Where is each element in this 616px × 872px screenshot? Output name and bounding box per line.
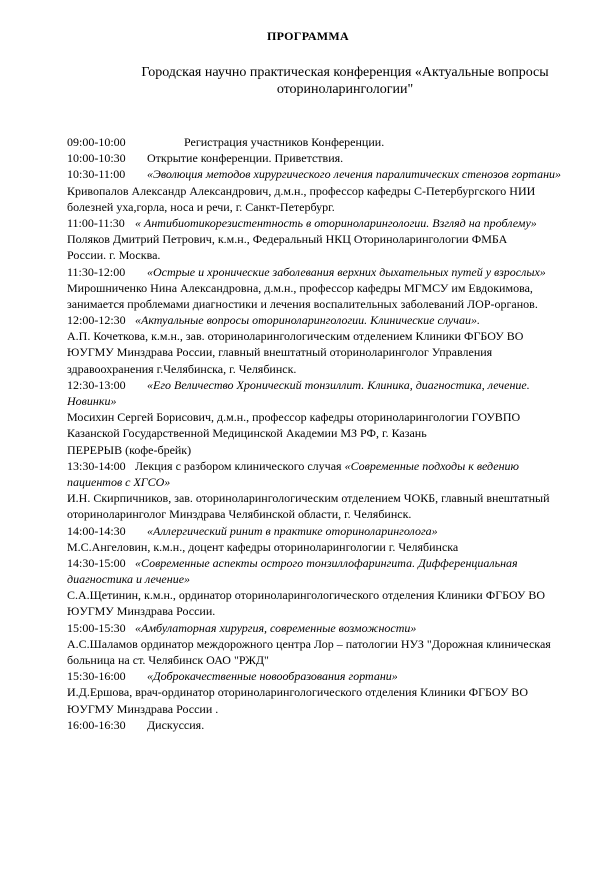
schedule-line	[67, 312, 597, 328]
session-time: 09:00-10:00	[67, 135, 126, 149]
session-text: Открытие конференции. Приветствия.	[147, 151, 344, 166]
schedule-line	[67, 717, 597, 733]
conference-title-line-2: оториноларингологии"	[276, 82, 414, 97]
program-schedule	[67, 134, 597, 733]
session-title: «Современные аспекты острого тонзиллофарингита. Дифференциальная	[135, 555, 518, 570]
session-text: Регистрация участников Конференции.	[184, 135, 385, 149]
session-time: 12:30-13:00	[67, 377, 126, 392]
session-title-continued: пациентов с ХГСО»	[67, 474, 171, 489]
session-title: «Современные подходы к ведению	[344, 458, 520, 473]
conference-title	[110, 64, 580, 98]
schedule-line	[67, 620, 597, 636]
session-text: Дискуссия.	[147, 717, 205, 732]
schedule-line	[67, 150, 597, 166]
session-time: 14:30-15:00	[67, 555, 126, 570]
session-time: 10:30-11:00	[67, 167, 126, 182]
speaker-line: Поляков Дмитрий Петрович, к.м.н., Федеральный НКЦ Оториноларингологии ФМБА	[67, 232, 508, 247]
session-time: 11:30-12:00	[67, 264, 126, 279]
speaker-line: А.С.Шаламов ординатор междорожного центра Лор – патологии НУЗ "Дорожная клиническая	[67, 636, 551, 651]
schedule-line	[67, 523, 597, 539]
speaker-line: России. г. Москва.	[67, 248, 161, 263]
schedule-line	[67, 555, 597, 571]
session-text: Лекция с разбором клинического случая	[135, 458, 342, 473]
session-title-continued: Новинки»	[67, 394, 117, 408]
session-time: 16:00-16:30	[67, 717, 126, 732]
speaker-line: ЮУГМУ Минздрава России, главный внештатный оториноларинголог Управления	[67, 345, 493, 360]
schedule-line	[67, 134, 597, 150]
session-title: «Аллергический ринит в практике оториноларинголога»	[147, 523, 438, 538]
schedule-line	[67, 377, 597, 393]
session-title: «Эволюция методов хирургического лечения паралитических стенозов гортани»	[147, 167, 562, 182]
speaker-line: Кривопалов Александр Александрович, д.м.н., профессор кафедры С-Петербургского НИИ	[67, 183, 536, 198]
speaker-line: И.Н. Скирпичников, зав. оториноларингологическим отделением ЧОКБ, главный внештатный	[67, 491, 550, 506]
speaker-line: Казанской Государственной Медицинской Академии МЗ РФ, г. Казань	[67, 426, 427, 441]
speaker-line: М.С.Ангеловин, к.м.н., доцент кафедры оториноларингологии г. Челябинска	[67, 539, 459, 554]
conference-title-line-1: Городская научно практическая конференция «Актуальные вопросы	[141, 65, 549, 80]
speaker-line: ЮУГМУ Минздрава России .	[67, 701, 219, 716]
schedule-line	[67, 458, 597, 474]
session-time: 15:00-15:30	[67, 620, 126, 635]
session-title: «Острые и хронические заболевания верхних дыхательных путей у взрослых»	[147, 264, 546, 279]
session-time: 15:30-16:00	[67, 669, 126, 684]
speaker-line: здравоохранения г.Челябинска, г. Челябинск.	[67, 361, 297, 376]
speaker-line: Мирошниченко Нина Александровна, д.м.н., профессор кафедры МГМСУ им Евдокимова,	[67, 280, 533, 295]
speaker-line: И.Д.Ершова, врач-ординатор оториноларингологического отделения Клиники ФГБОУ ВО	[67, 685, 529, 700]
speaker-line: ЮУГМУ Минздрава России.	[67, 604, 216, 619]
schedule-line	[67, 166, 597, 182]
session-title: «Доброкачественные новообразования гортани»	[147, 669, 398, 684]
schedule-line	[67, 215, 597, 231]
session-time: 14:00-14:30	[67, 523, 126, 538]
session-title: «Амбулаторная хирургия, современные возможности»	[135, 620, 417, 635]
schedule-line	[67, 264, 597, 280]
speaker-line: С.А.Щетинин, к.м.н., ординатор оториноларингологического отделения Клиники ФГБОУ ВО	[67, 588, 546, 603]
session-time: 10:00-10:30	[67, 151, 126, 166]
session-title-continued: диагностика и лечение»	[67, 572, 191, 587]
speaker-line: оториноларинголог Минздрава Челябинской области, г. Челябинск.	[67, 507, 412, 522]
session-time: 12:00-12:30	[67, 313, 126, 328]
speaker-line: больница на ст. Челябинск ОАО "РЖД"	[67, 653, 269, 667]
speaker-line: занимается проблемами диагностики и лечения воспалительных заболеваний ЛОР-органов.	[67, 296, 538, 311]
speaker-line: А.П. Кочеткова, к.м.н., зав. оториноларингологическим отделением Клиники ФГБОУ ВО	[67, 329, 524, 344]
speaker-line: болезней уха,горла, носа и речи, г. Санкт-Петербург.	[67, 199, 335, 214]
speaker-line: Мосихин Сергей Борисович, д.м.н., профессор кафедры оториноларингологии ГОУВПО	[67, 410, 521, 425]
session-time: 11:00-11:30	[67, 215, 125, 230]
document-heading: ПРОГРАММА	[266, 29, 350, 43]
break-line: ПЕРЕРЫВ (кофе-брейк)	[67, 442, 192, 457]
session-time: 13:30-14:00	[67, 458, 126, 473]
session-title: « Антибиотикорезистентность в оториноларингологии. Взгляд на проблему»	[135, 215, 537, 230]
schedule-line	[67, 668, 597, 684]
session-title: «Его Величество Хронический тонзиллит. Клиника, диагностика, лечение.	[147, 377, 530, 392]
session-title: «Актуальные вопросы оториноларингологии. Клинические случаи».	[135, 313, 480, 328]
